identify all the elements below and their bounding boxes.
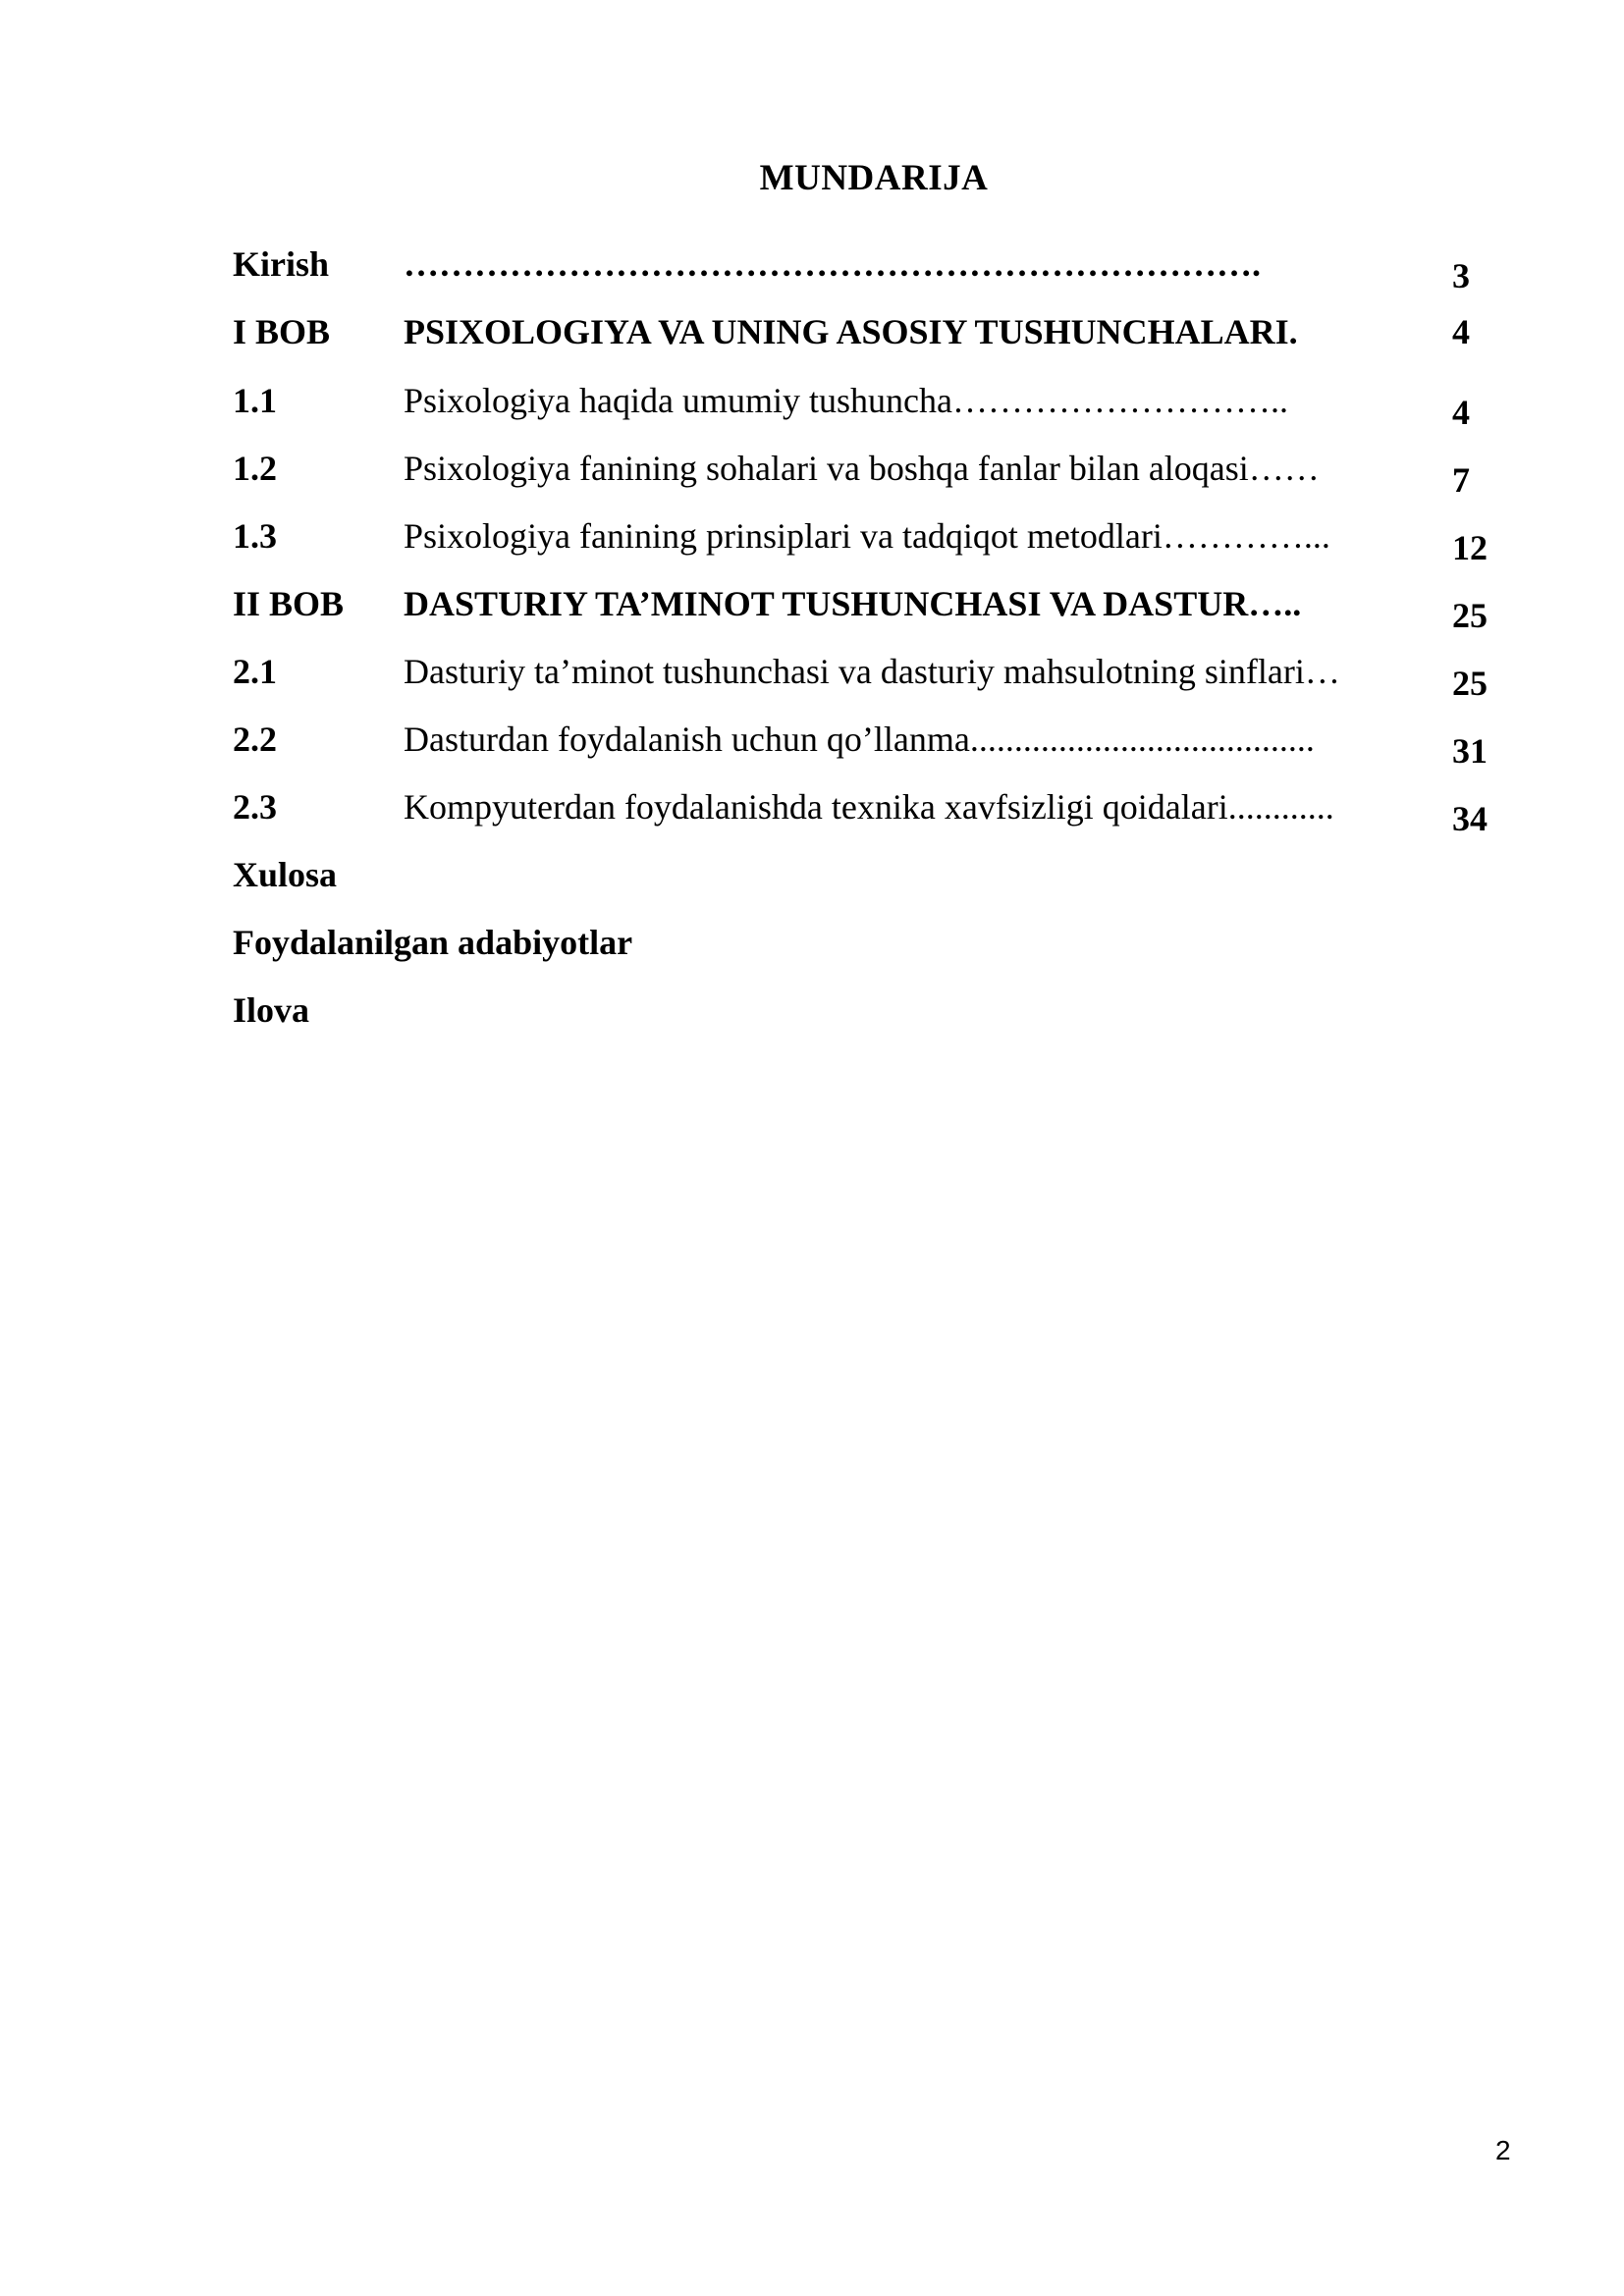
toc-entry-kirish: [233, 243, 1509, 302]
toc-entry-page: 25: [1452, 664, 1488, 703]
toc-entry-label: Kirish: [233, 244, 330, 284]
toc-entry-label: II BOB: [233, 584, 345, 623]
toc-entry-leader: ……………………………………………………………….: [404, 244, 1261, 284]
toc-entry-title: Psixologiya fanining sohalari va boshqa fanlar bilan aloqasi……: [404, 449, 1320, 488]
toc-entry-page: 31: [1452, 731, 1488, 771]
page-title: MUNDARIJA: [759, 158, 989, 198]
toc-entry-label: 1.3: [233, 516, 277, 556]
toc-entry-page: 25: [1452, 596, 1488, 635]
toc-section-label: Xulosa: [233, 855, 338, 894]
toc-entry-label: 2.3: [233, 787, 277, 827]
toc-entry-label: 1.1: [233, 381, 277, 420]
toc-entry-label: I BOB: [233, 312, 331, 351]
toc-entry-label: 1.2: [233, 449, 277, 488]
toc-entry-references: [233, 922, 1509, 981]
toc-entry-page: 34: [1452, 799, 1488, 838]
page-number: 2: [1495, 2135, 1511, 2165]
toc-entry-1-1: [233, 380, 1509, 439]
toc-entry-1-3: [233, 515, 1509, 574]
toc-entry-title: Dasturiy ta’minot tushunchasi va dasturiy mahsulotning sinflari…: [404, 652, 1340, 691]
toc-section-label: Foydalanilgan adabiyotlar: [233, 923, 633, 962]
toc-entry-label: 2.2: [233, 720, 277, 759]
toc-entry-ilova: [233, 989, 1509, 1048]
toc-entry-title: Dasturdan foydalanish uchun qo’llanma.......................................: [404, 720, 1315, 759]
toc-section-label: Ilova: [233, 990, 310, 1030]
toc-entry-title: Psixologiya haqida umumiy tushuncha………………………..: [404, 381, 1288, 420]
toc-entry-page: 3: [1452, 256, 1470, 295]
toc-entry-title: DASTURIY TA’MINOT TUSHUNCHASI VA DASTUR…..: [404, 584, 1302, 623]
toc-entry-1-2: [233, 448, 1509, 507]
toc-entry-page: 4: [1452, 393, 1470, 432]
toc-entry-2-2: [233, 719, 1509, 777]
toc-entry-page: 4: [1452, 312, 1470, 351]
toc-entry-title: PSIXOLOGIYA VA UNING ASOSIY TUSHUNCHALARI.: [404, 312, 1298, 351]
toc-entry-page: 12: [1452, 528, 1488, 567]
toc-entry-chapter-1: [233, 311, 1509, 370]
toc-entry-xulosa: [233, 854, 1509, 913]
toc-entry-title: Kompyuterdan foydalanishda texnika xavfsizligi qoidalari............: [404, 787, 1334, 827]
toc-entry-chapter-2: [233, 583, 1509, 642]
toc-entry-label: 2.1: [233, 652, 277, 691]
toc-entry-page: 7: [1452, 460, 1470, 500]
toc-entry-2-1: [233, 651, 1509, 710]
toc-entry-2-3: [233, 786, 1509, 845]
toc-entry-title: Psixologiya fanining prinsiplari va tadqiqot metodlari…………...: [404, 516, 1330, 556]
